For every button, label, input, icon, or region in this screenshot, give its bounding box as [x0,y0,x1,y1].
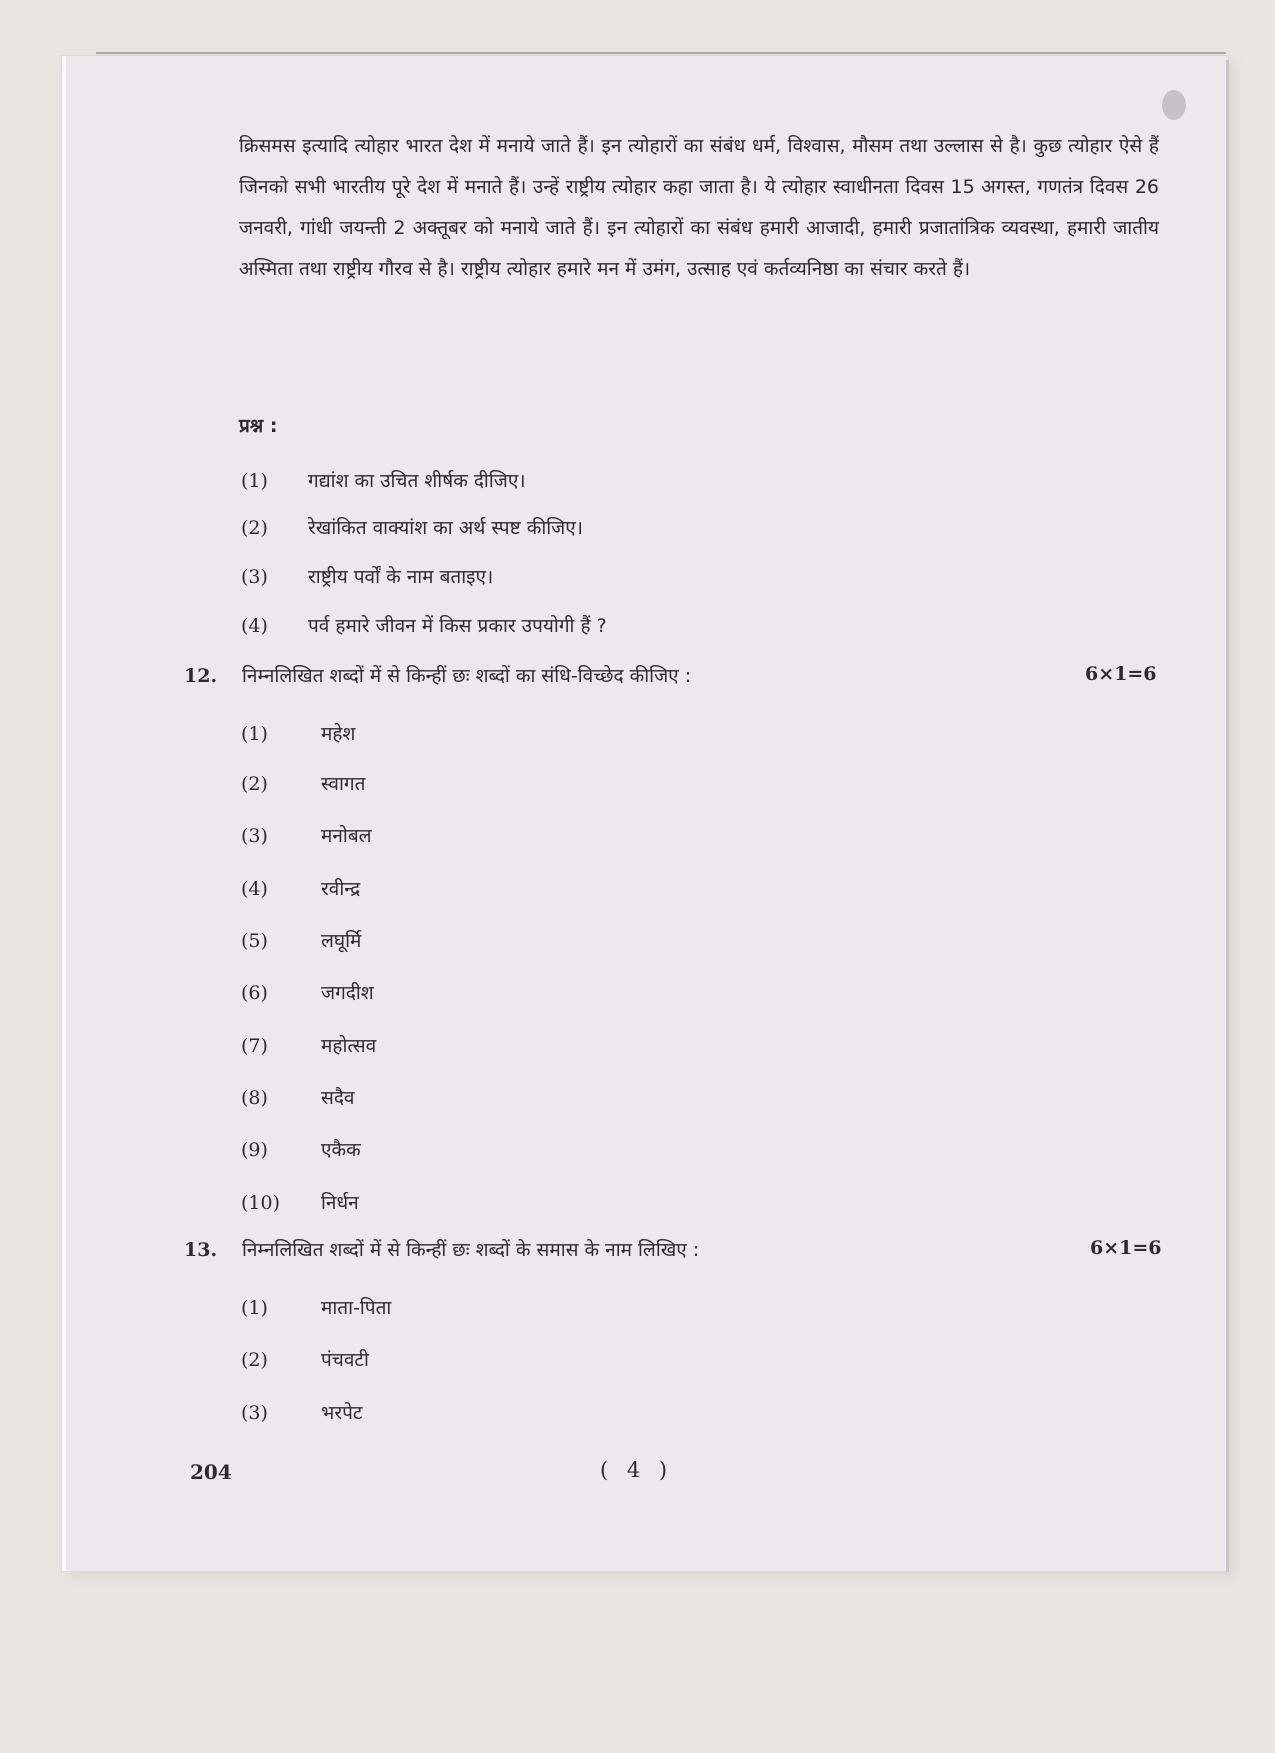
item-number: (4) [241,615,268,637]
item-number: (3) [241,1402,268,1424]
page-number: ( 4 ) [600,1458,674,1482]
item-number: (8) [241,1087,268,1109]
item-text: लघूर्मि [321,930,362,952]
question-text: निम्नलिखित शब्दों में से किन्हीं छः शब्दों का संधि-विच्छेद कीजिए : [242,665,692,687]
item-text: रवीन्द्र [321,878,361,900]
item-text: रेखांकित वाक्यांश का अर्थ स्पष्ट कीजिए। [308,517,583,539]
item-text: गद्यांश का उचित शीर्षक दीजिए। [308,470,526,492]
punch-hole [1162,90,1186,120]
page-edge-right [1226,60,1229,1572]
item-text: महोत्सव [321,1035,377,1057]
item-number: (1) [241,470,268,492]
question-number: 12. [184,665,218,687]
item-number: (7) [241,1035,268,1057]
item-number: (2) [241,517,268,539]
marks-label: 6×1=6 [1090,1237,1162,1259]
passage-text: क्रिसमस इत्यादि त्योहार भारत देश में मनाये जाते हैं। इन त्योहारों का संबंध धर्म, विश्वास, मौसम तथा उल्लास से है। कुछ त्योहार ऐसे हैं जिनको सभी भारतीय पूरे देश में मनाते हैं। उन्हें राष्ट्रीय त्योहार कहा जाता है। ये त्योहार स्वाधीनता दिवस 15 अगस्त, गणतंत्र दिवस 26 जनवरी, गांधी जयन्ती 2 अक्तूबर को मनाये जाते हैं। इन त्योहारों का संबंध हमारी आजादी, हमारी प्रजातांत्रिक व्यवस्था, हमारी जातीय अस्मिता तथा राष्ट्रीय गौरव से है। राष्ट्रीय त्योहार हमारे मन में उमंग, उत्साह एवं कर्तव्यनिष्ठा का संचार करते हैं। [239,135,1159,280]
item-number: (5) [241,930,268,952]
item-text: निर्धन [321,1192,359,1214]
item-text: भरपेट [321,1402,363,1424]
question-number: 13. [184,1239,218,1261]
item-number: (1) [241,1297,268,1319]
item-number: (3) [241,825,268,847]
item-text: राष्ट्रीय पर्वों के नाम बताइए। [308,566,494,588]
item-number: (2) [241,1349,268,1371]
item-text: पंचवटी [321,1349,369,1371]
item-text: महेश [321,723,356,745]
item-number: (9) [241,1139,268,1161]
questions-heading: प्रश्न : [239,415,278,437]
paper-code: 204 [190,1460,232,1484]
marks-label: 6×1=6 [1085,663,1157,685]
item-text: जगदीश [321,982,374,1004]
page-edge [62,56,66,1571]
item-number: (6) [241,982,268,1004]
item-text: स्वागत [321,773,366,795]
question-text: निम्नलिखित शब्दों में से किन्हीं छः शब्दों के समास के नाम लिखिए : [242,1239,700,1261]
item-number: (4) [241,878,268,900]
item-number: (2) [241,773,268,795]
item-text: एकैक [321,1139,361,1161]
item-number: (1) [241,723,268,745]
item-number: (10) [241,1192,281,1214]
item-number: (3) [241,566,268,588]
item-text: पर्व हमारे जीवन में किस प्रकार उपयोगी हैं ? [308,615,607,637]
top-rule [96,52,1226,54]
item-text: सदैव [321,1087,355,1109]
item-text: मनोबल [321,825,372,847]
item-text: माता-पिता [321,1297,392,1319]
